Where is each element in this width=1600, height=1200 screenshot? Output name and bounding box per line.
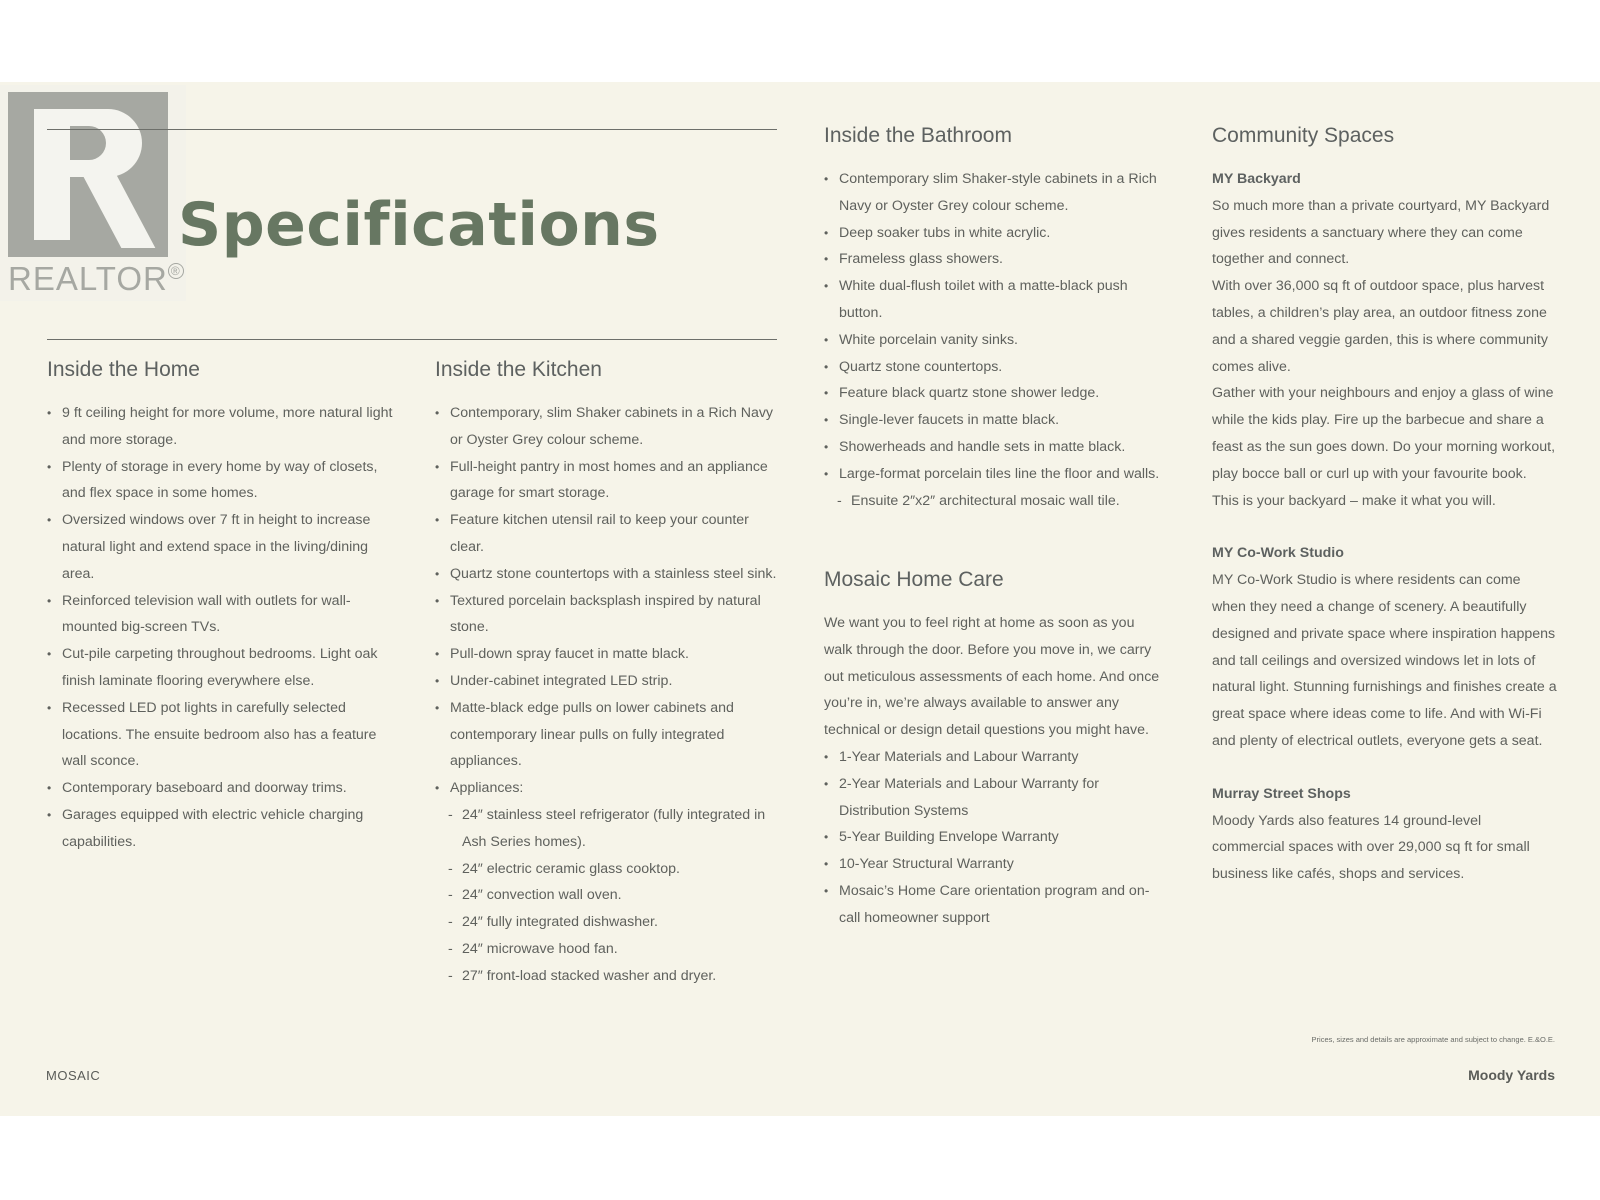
list-item: • 2-Year Materials and Labour Warranty for Distribution Systems [824,771,1164,825]
list-item: • Large-format porcelain tiles line the floor and walls. [824,461,1164,488]
list-item: • Mosaic’s Home Care orientation program and on-call homeowner support [824,878,1164,932]
list-item: • White dual-flush toilet with a matte-black push button. [824,273,1164,327]
list-item: • Contemporary, slim Shaker cabinets in a Rich Navy or Oyster Grey colour scheme. [435,400,780,454]
cowork-paragraph: MY Co-Work Studio is where residents can come when they need a change of scenery. A beautifully designed and private space where inspiration happens and tall ceilings and oversized windows let in lots of natural light. Stunning furnishings and finishes create a great space where ideas come to life. And with Wi-Fi and plenty of electrical outlets, everyone gets a seat. [1212,572,1557,749]
realtor-r-icon [8,92,168,257]
list-item: • 9 ft ceiling height for more volume, more natural light and more storage. [47,400,397,454]
cowork-title: MY Co-Work Studio [1212,545,1344,562]
disclaimer: Prices, sizes and details are approximate and subject to change. E.&O.E. [1311,1035,1555,1044]
appliance-item: - 24″ stainless steel refrigerator (fully integrated in Ash Series homes). [435,802,780,856]
warranty-list [824,744,1164,932]
list-item: • Showerheads and handle sets in matte black. [824,434,1164,461]
community-section [1212,124,1557,888]
title-divider [47,339,777,340]
appliance-item: - 24″ convection wall oven. [435,882,780,909]
list-item: • 1-Year Materials and Labour Warranty [824,744,1164,771]
project-name: Moody Yards [1468,1067,1555,1083]
home-care-heading: Mosaic Home Care [824,568,1004,591]
list-item: • Appliances: [435,775,780,802]
realtor-wordmark: REALTOR ® [8,260,184,298]
list-item: • Recessed LED pot lights in carefully selected locations. The ensuite bedroom also has a feature wall sconce. [47,695,397,775]
list-item: • Quartz stone countertops. [824,354,1164,381]
page-title: Specifications [178,190,660,260]
mosaic-brand: MOSAIC [46,1068,101,1083]
list-item: • Plenty of storage in every home by way of closets, and flex space in some homes. [47,454,397,508]
shops-paragraph: Moody Yards also features 14 ground-level commercial spaces with over 29,000 sq ft for small business like cafés, shops and services. [1212,812,1530,883]
bathroom-section [824,124,1164,514]
bathroom-list [824,166,1164,514]
list-item: • Full-height pantry in most homes and an appliance garage for smart storage. [435,454,780,508]
list-item: • Cut-pile carpeting throughout bedrooms. Light oak finish laminate flooring everywhere else. [47,641,397,695]
list-item: • Deep soaker tubs in white acrylic. [824,220,1164,247]
list-item: • Contemporary baseboard and doorway trims. [47,775,397,802]
list-item: • Quartz stone countertops with a stainless steel sink. [435,561,780,588]
home-care-intro: We want you to feel right at home as soon as you walk through the door. Before you move in, we carry out meticulous assessments of each home. And once you’re in, we’re always available to answer any technical or design detail questions you might have. [824,615,1160,739]
bathroom-heading: Inside the Bathroom [824,124,1012,147]
backyard-paragraph: With over 36,000 sq ft of outdoor space, plus harvest tables, a children’s play area, an outdoor fitness zone and a shared veggie garden, this is where community comes alive. [1212,278,1548,375]
list-item: • Pull-down spray faucet in matte black. [435,641,780,668]
list-item: • Matte-black edge pulls on lower cabinets and contemporary linear pulls on fully integrated appliances. [435,695,780,775]
backyard-paragraph: So much more than a private courtyard, MY Backyard gives residents a sanctuary where they can come together and connect. [1212,197,1550,268]
list-item: • Single-lever faucets in matte black. [824,407,1164,434]
list-item: • 5-Year Building Envelope Warranty [824,824,1164,851]
list-item: • Reinforced television wall with outlets for wall-mounted big-screen TVs. [47,588,397,642]
list-subitem: - Ensuite 2″x2″ architectural mosaic wall tile. [824,488,1164,515]
list-item: • Under-cabinet integrated LED strip. [435,668,780,695]
list-item: • Contemporary slim Shaker-style cabinets in a Rich Navy or Oyster Grey colour scheme. [824,166,1164,220]
realtor-logo [0,85,186,301]
appliance-item: - 24″ fully integrated dishwasher. [435,909,780,936]
kitchen-section [435,358,780,990]
home-section [47,358,397,856]
appliance-item: - 27″ front-load stacked washer and dryer. [435,963,780,990]
list-item: • Frameless glass showers. [824,246,1164,273]
home-heading: Inside the Home [47,358,200,381]
shops-title: Murray Street Shops [1212,785,1351,802]
list-item: • Oversized windows over 7 ft in height to increase natural light and extend space in the living/dining area. [47,507,397,587]
list-item: • Feature kitchen utensil rail to keep your counter clear. [435,507,780,561]
home-care-section [824,568,1164,932]
list-item: • Feature black quartz stone shower ledge. [824,380,1164,407]
community-heading: Community Spaces [1212,124,1395,147]
list-item: • White porcelain vanity sinks. [824,327,1164,354]
top-divider [47,129,777,130]
kitchen-list [435,400,780,990]
list-item: • Garages equipped with electric vehicle charging capabilities. [47,802,397,856]
backyard-paragraph: Gather with your neighbours and enjoy a glass of wine while the kids play. Fire up the barbecue and share a feast as the sun goes down. Do your morning workout, play bocce ball or curl up with your favourite book. This is your backyard – make it what you will. [1212,385,1556,509]
appliance-item: - 24″ electric ceramic glass cooktop. [435,856,780,883]
list-item: • Textured porcelain backsplash inspired by natural stone. [435,588,780,642]
list-item: • 10-Year Structural Warranty [824,851,1164,878]
backyard-title: MY Backyard [1212,171,1301,187]
kitchen-heading: Inside the Kitchen [435,358,602,381]
appliance-item: - 24″ microwave hood fan. [435,936,780,963]
home-list [47,400,397,856]
